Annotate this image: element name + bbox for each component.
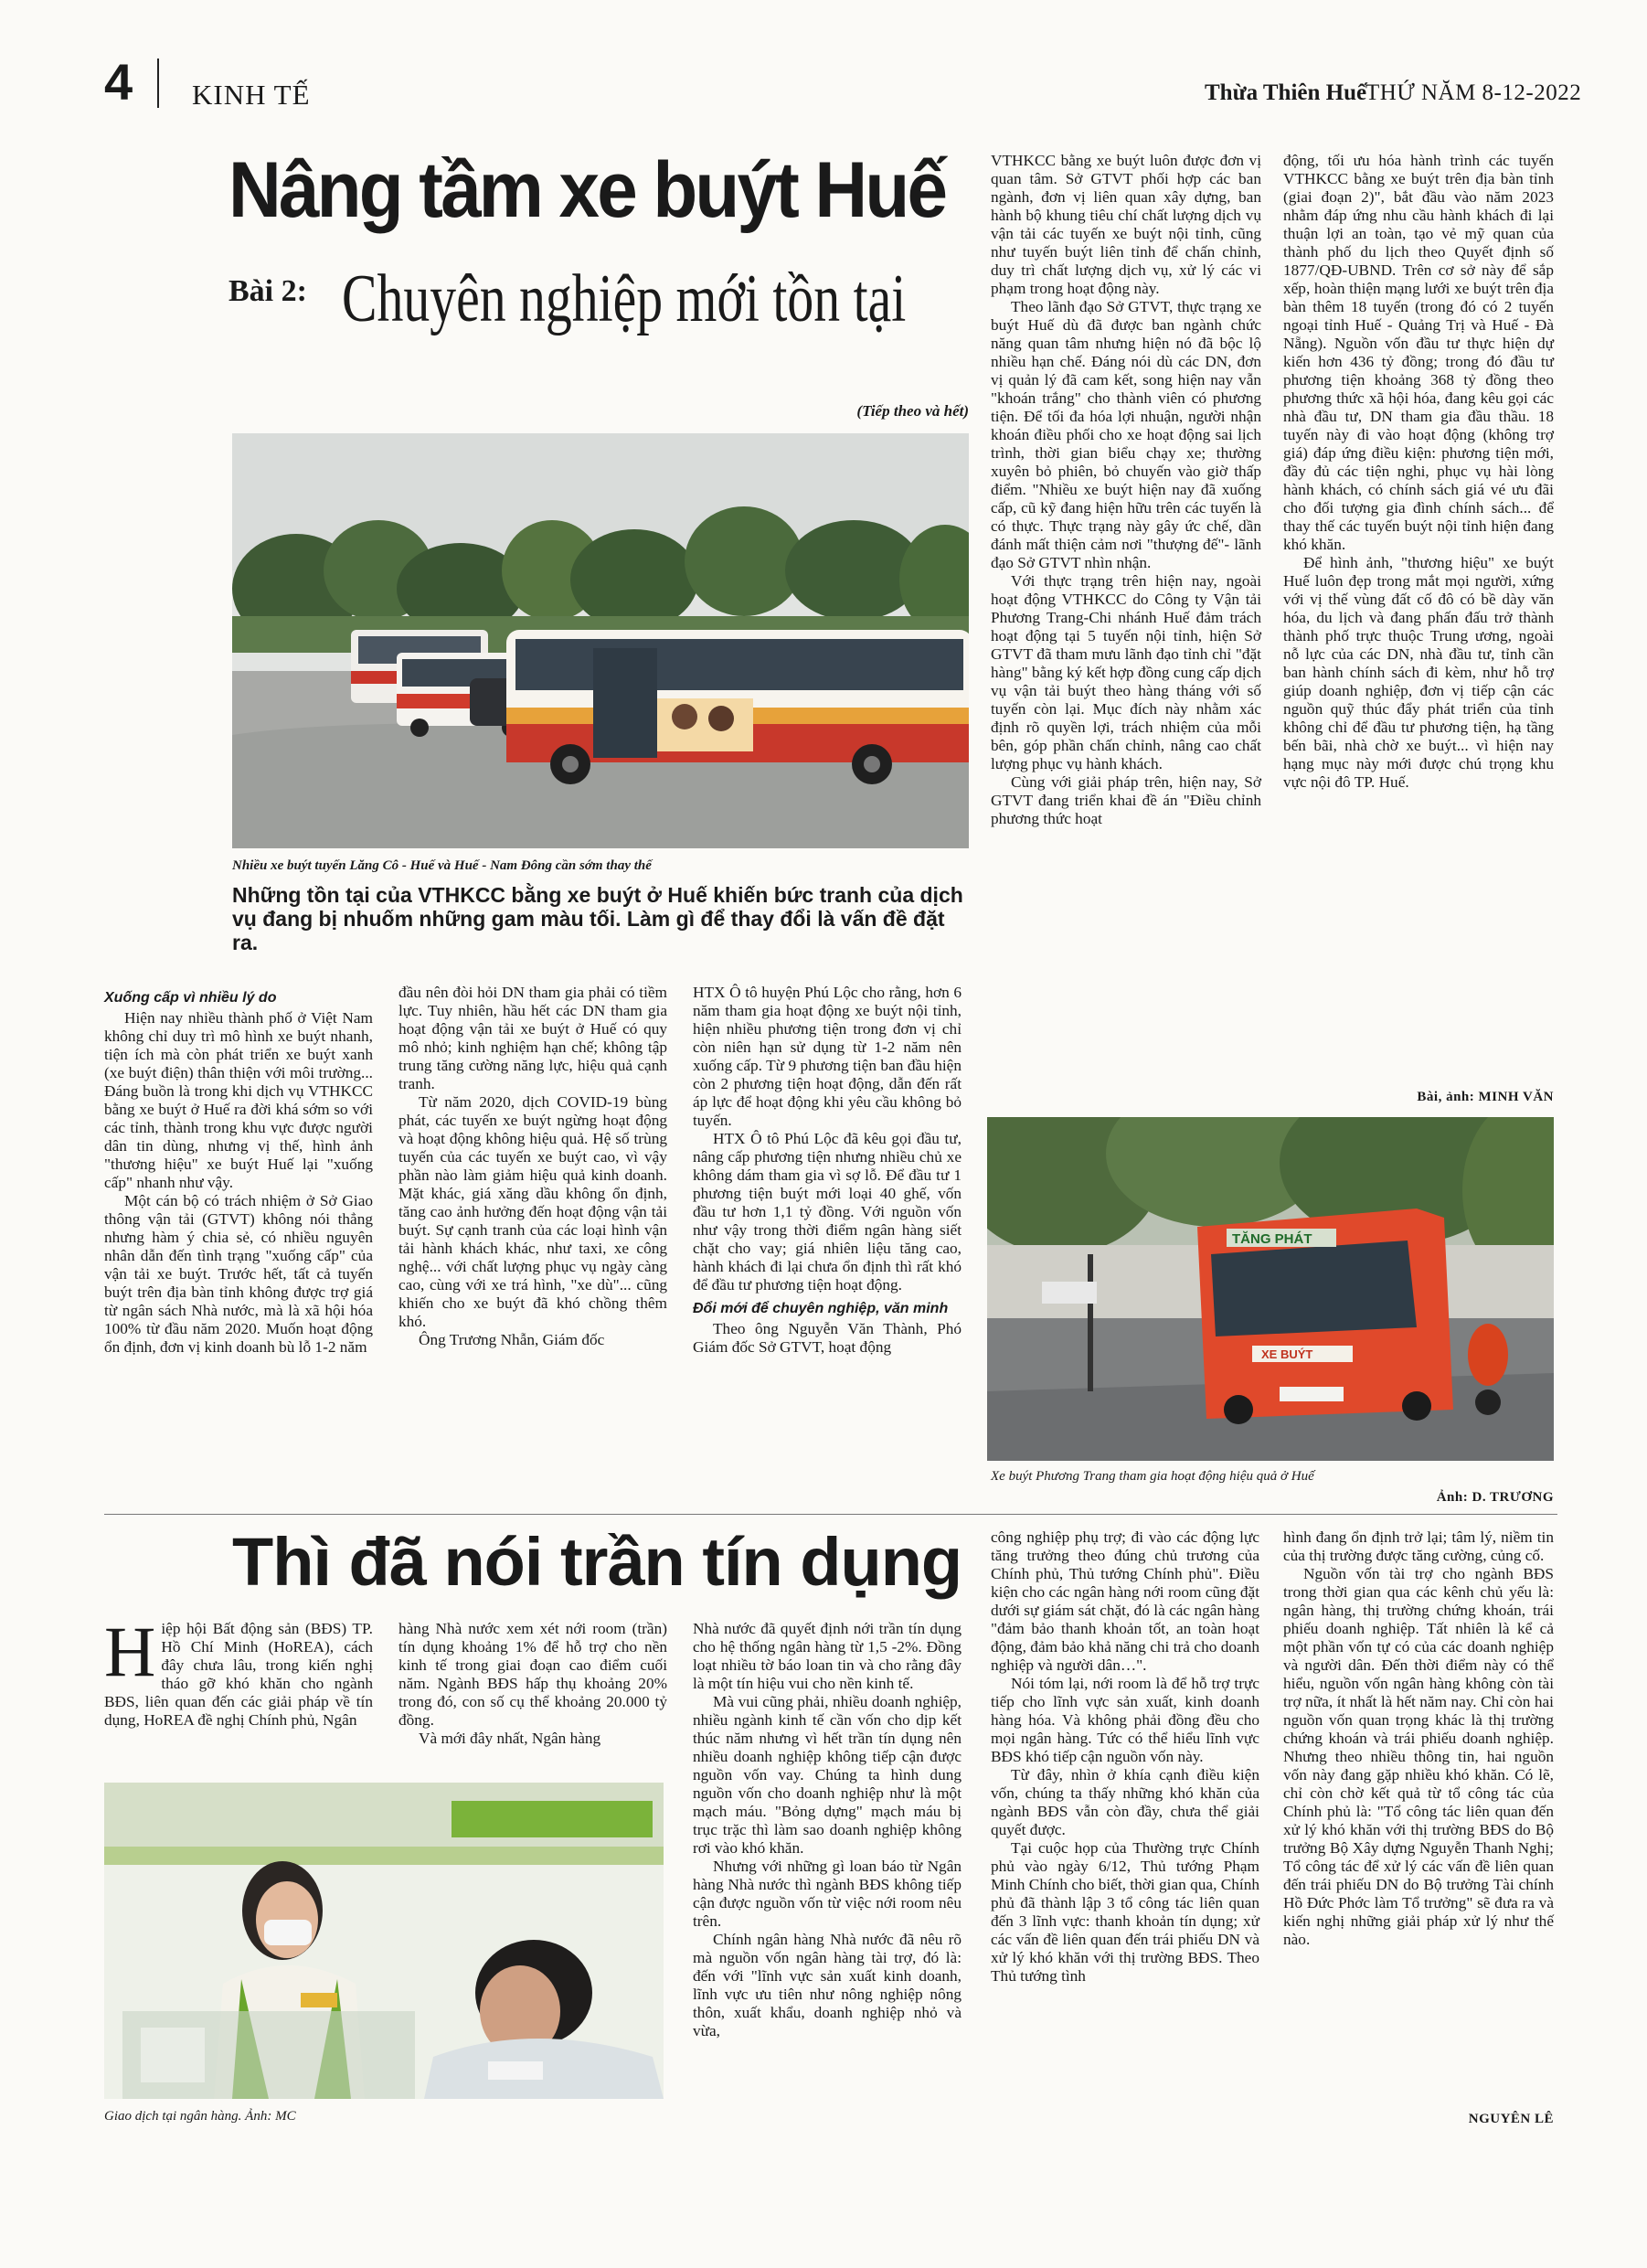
article2-column-2 (398, 1620, 667, 1748)
article2-column-1 (104, 1612, 373, 1730)
paper-name: Thừa Thiên Huế (1205, 80, 1367, 105)
article1-byline: Bài, ảnh: MINH VĂN (1417, 1090, 1554, 1104)
paragraph: Hiện nay nhiều thành phố ở Việt Nam không chỉ duy trì mô hình xe buýt nhanh, tiện ích mà còn phát triển xe buýt xanh (xe buýt điện) thân thiện với môi trường... Đáng buồn là trong khi dịch vụ VTHKCC bằng xe buýt ở Huế ra đời khá sớm so với các tỉnh, thành trong khu vực được người dân tin dùng, nhưng vị thế, hình ảnh "thương hiệu" xe buýt Huế lại "xuống cấp" nhanh như vậy. (104, 1009, 373, 1191)
paragraph: đầu nên đòi hỏi DN tham gia phải có tiềm lực. Tuy nhiên, hầu hết các DN tham gia hoạt động vận tải xe buýt ở Huế có quy mô nhỏ; kinh nghiệm hạn chế; không tập trung tăng cường năng lực, hiệu quả cạnh tranh. (398, 984, 667, 1092)
article2-column-4 (991, 1528, 1259, 1986)
paragraph: Nhưng với những gì loan báo từ Ngân hàng Nhà nước thì ngành BĐS không tiếp cận được nguồn vốn từ việc nới room nêu trên. (693, 1858, 962, 1930)
paragraph: Mà vui cũng phải, nhiều doanh nghiệp, nhiều ngành kinh tế cần vốn cho dịp kết thúc năm nhưng vì hết trần tín dụng nên nhiều doanh nghiệp không tiếp cận được nguồn vốn vay. Chúng ta hình dung nguồn vốn cho doanh nghiệp như là một mạch máu. "Bỏng dựng" mạch máu bị trục trặc thì làm sao doanh nghiệp không rơi vào khó khăn. (693, 1693, 962, 1857)
paragraph: công nghiệp phụ trợ; đi vào các động lực tăng trưởng theo đúng chủ trương của Chính phủ, Thủ tướng Chính phủ". Điều kiện cho các ngân hàng nới room cũng đặt dưới sự giám sát chặt, đó là các ngân hàng "đảm bảo thanh khoản tốt, an toàn hoạt động, đảm bảo khả năng chi trả cho doanh nghiệp và người dân…". (991, 1528, 1259, 1674)
photo2-credit: Ảnh: D. TRƯƠNG (1436, 1490, 1554, 1505)
photo3-caption: Giao dịch tại ngân hàng. Ảnh: MC (104, 2109, 296, 2124)
article1-column-1 (104, 984, 373, 1357)
article1-column-5 (1283, 152, 1554, 792)
paragraph: Và mới đây nhất, Ngân hàng (419, 1730, 601, 1747)
paragraph: VTHKCC bằng xe buýt luôn được đơn vị quan tâm. Sở GTVT phối hợp các ban ngành, đơn vị liên quan xây dựng, ban hành bộ khung tiêu chí chất lượng dịch vụ vận tải các tuyến xe buýt nội tỉnh, cũng như tuyến buýt liên tỉnh để chấn chỉnh, duy trì chất lượng dịch vụ, xử lý các vi phạm trong hoạt động này. (991, 152, 1261, 297)
paragraph: Để hình ảnh, "thương hiệu" xe buýt Huế luôn đẹp trong mắt mọi người, xứng với vị thế vùng đất cố đô có bề dày văn hóa, du lịch và đang phấn đấu trở thành thành phố trực thuộc Trung ương, ngoài nỗ lực của các DN, nhà đầu tư, tỉnh cần ban hành chính sách đi kèm, như hỗ trợ giúp doanh nghiệp, đơn vị tiếp cận các nguồn quỹ thúc đẩy phát triển của tỉnh không chỉ để đầu tư phương tiện, hạ tầng bến bãi, nhà chờ xe buýt... vì hiện nay hạng mục này mới được chú trọng khu vực nội đô TP. Huế. (1283, 554, 1554, 791)
photo-phuong-trang-bus (987, 1117, 1554, 1461)
article1-column-4 (991, 152, 1261, 828)
issue-date: THỨ NĂM 8-12-2022 (1365, 80, 1582, 105)
subhead-renewal: Đổi mới để chuyên nghiệp, văn minh (693, 1301, 949, 1316)
paragraph: HTX Ô tô huyện Phú Lộc cho rằng, hơn 6 năm tham gia hoạt động xe buýt nội tỉnh, hiện nhiều phương tiện trong đơn vị chỉ còn niên hạn sử dụng từ 1-2 năm nên xuống cấp. Từ 9 phương tiện ban đầu hiện còn 2 phương tiện hoạt động, dẫn đến rất áp lực để hoạt động khi yêu cầu không bỏ tuyến. (693, 984, 962, 1129)
paragraph: Từ đây, nhìn ở khía cạnh điều kiện vốn, chúng ta thấy những khó khăn của ngành BĐS vẫn còn đầy, chưa thể giải quyết được. (991, 1766, 1259, 1838)
paragraph: Với thực trạng trên hiện nay, ngoài hoạt động VTHKCC do Công ty Vận tải Phương Trang-Chi nhánh Huế đảm trách hoạt động tại 5 tuyến nội tỉnh, hiện Sở GTVT đã tham mưu lãnh đạo tỉnh chỉ "đặt hàng" bằng ký kết hợp đồng cung cấp dịch vụ vận tải buýt theo hàng tháng với số tuyến còn lại. Mục đích này nhằm xác định rõ quyền lợi, trách nhiệm của mỗi bên, góp phần chấn chỉnh, nâng cao chất lượng phục vụ hành khách. (991, 572, 1261, 772)
paragraph: Tại cuộc họp của Thường trực Chính phủ vào ngày 6/12, Thủ tướng Phạm Minh Chính cho biết, thời gian qua, Chính phủ đã thành lập 3 tổ công tác liên quan đến 3 lĩnh vực: thanh khoản tín dụng; xử các vấn đề liên quan đến trái phiếu DN và xử lý khó khăn với thị trường BĐS. Theo Thủ tướng tình (991, 1839, 1259, 1985)
page-number: 4 (104, 53, 133, 111)
paragraph: Nói tóm lại, nới room là để hỗ trợ trực tiếp cho lĩnh vực sản xuất, kinh doanh hàng hóa. Và không phải đồng đều cho mọi ngân hàng. Tức có thể hiểu lĩnh vực BĐS khó tiếp cận nguồn vốn này. (991, 1675, 1259, 1765)
article2-column-5 (1283, 1528, 1554, 1949)
article2-headline: Thì đã nói trần tín dụng (232, 1524, 962, 1600)
subhead-decline: Xuống cấp vì nhiều lý do (104, 990, 277, 1006)
photo-bank-transaction (104, 1783, 664, 2099)
photo1-caption: Nhiều xe buýt tuyến Lăng Cô - Huế và Huế - Nam Đông cần sớm thay thế (232, 858, 652, 873)
photo2-caption: Xe buýt Phương Trang tham gia hoạt động hiệu quả ở Huế (991, 1469, 1314, 1484)
paragraph: Chính ngân hàng Nhà nước đã nêu rõ mà nguồn vốn ngân hàng tài trợ, đó là: đến với "lĩnh vực sản xuất kinh doanh, lĩnh vực ưu tiên như nông nghiệp nông thôn, xuất khẩu, doanh nghiệp nhỏ và vừa, (693, 1931, 962, 2039)
paragraph: Một cán bộ có trách nhiệm ở Sở Giao thông vận tải (GTVT) không nói thẳng nhưng hàm ý chia sẻ, có nhiều nguyên nhân dẫn đến tình trạng "xuống cấp" của vận tải xe buýt. Trước hết, tất cả tuyến buýt trên địa bàn tỉnh không được trợ giá từ ngân sách Nhà nước, mà là xã hội hóa 100% từ đầu năm 2020. Muốn hoạt động ổn định, đơn vị kinh doanh bù lỗ 1-2 năm (104, 1192, 373, 1356)
article1-lead: Những tồn tại của VTHKCC bằng xe buýt ở Huế khiến bức tranh của dịch vụ đang bị nhuốm những gam màu tối. Làm gì để thay đổi là vấn đề đặt ra. (232, 883, 963, 954)
paragraph: HTX Ô tô Phú Lộc đã kêu gọi đầu tư, nâng cấp phương tiện nhưng nhiều chủ xe không dám tham gia vì sợ lỗ. Để đầu tư 1 phương tiện buýt mới loại 40 ghế, vốn đầu tư hơn 1,1 tỷ đồng. Với nguồn vốn như vậy trong thời điểm ngân hàng siết chặt cho vay; giá nhiên liệu tăng cao, hành khách đi lại chưa ổn định thì rất khó để đầu tư phương tiện hoạt động. (693, 1130, 962, 1294)
article1-kicker: Bài 2: (228, 274, 307, 308)
paragraph: iệp hội Bất động sản (BĐS) TP. Hồ Chí Minh (HoREA), cách đây chưa lâu, trong kiến nghị tháo gỡ khó khăn cho ngành BĐS, liên quan đến các giải pháp về tín dụng, HoREA đề nghị Chính phủ, Ngân (104, 1620, 373, 1729)
paragraph: động, tối ưu hóa hành trình các tuyến VTHKCC bằng xe buýt trên địa bàn tỉnh (giai đoạn 2)", bắt đầu vào năm 2023 nhằm đáp ứng nhu cầu hành khách đi lại thuận lợi an toàn, tạo vẻ mỹ quan của thành phố du lịch theo Quyết định số 1877/QĐ-UBND. Trên cơ sở này để sắp xếp, hoàn thiện mạng lưới xe buýt trên địa bàn thêm 18 tuyến (trong đó có 2 tuyến ngoại tỉnh Huế - Quảng Trị và Huế - Đà Nẵng). Nguồn vốn đầu tư thực hiện dự kiến hơn 436 tỷ đồng; trong đó đầu tư phương tiện khoảng 368 tỷ đồng theo phương thức xã hội hóa, đang kêu gọi các nhà đầu tư, DN tham gia đầu thầu. 18 tuyến này đi vào hoạt động (không trợ giá) đáp ứng điều kiện: phương tiện mới, đầy đủ các tiện nghi, phục vụ hài lòng hành khách, có chính sách giá vé ưu đãi cho đối tượng gia đình chính sách... để thay thế các tuyến buýt nội tỉnh hiện đang khó khăn. (1283, 152, 1554, 553)
paragraph: hàng Nhà nước xem xét nới room (trần) tín dụng khoảng 1% để hỗ trợ cho nền kinh tế trong giai đoạn cao điểm cuối năm. Ngành BĐS hấp thụ khoảng 20% trong đó, con số cụ thể khoảng 20.000 tỷ đồng. (398, 1620, 667, 1729)
paragraph: hình đang ổn định trở lại; tâm lý, niềm tin của thị trường được tăng cường, củng cố. (1283, 1528, 1554, 1564)
article1-column-2 (398, 984, 667, 1349)
paragraph: Nhà nước đã quyết định nới trần tín dụng cho hệ thống ngân hàng từ 1,5 -2%. Đồng loạt nhiều tờ báo loan tin và cho rằng đây là một tín hiệu vui cho nền kinh tế. (693, 1620, 962, 1692)
bus-front-label: XE BUÝT (1261, 1347, 1313, 1361)
article1-headline: Nâng tầm xe buýt Huế (228, 146, 946, 234)
article1-column-3 (693, 984, 962, 1357)
drop-cap: H (104, 1612, 156, 1691)
paragraph: Ông Trương Nhẫn, Giám đốc (419, 1331, 605, 1348)
photo-old-buses (232, 433, 969, 848)
paragraph: Theo lãnh đạo Sở GTVT, thực trạng xe buýt Huế dù đã được ban ngành chức năng quan tâm nhưng hiện nó đã bộc lộ nhiều hạn chế. Đáng nói dù các DN, đơn vị quản lý đã cam kết, song hiện nay vẫn "khoán trắng" cho thành viên có phương tiện. Để tối đa hóa lợi nhuận, người nhận khoán điều phối cho xe hoạt động sai lịch trình, thời gian biểu chạy xe; thường xuyên bỏ phiên, bỏ chuyến vào giờ thấp điểm. "Nhiều xe buýt hiện nay đã xuống cấp, cũ kỹ đang hiện hữu trên các tuyến là có thực. Thực trạng này gây ức chế, dần đánh mất thiện cảm nơi "thượng đế"- lãnh đạo Sở GTVT nhìn nhận. (991, 298, 1261, 571)
bus-route-sign: TĂNG PHÁT (1232, 1231, 1312, 1247)
paragraph: Nguồn vốn tài trợ cho ngành BĐS trong thời gian qua các kênh chủ yếu là: ngân hàng, thị trường chứng khoán, trái phiếu doanh nghiệp. Tất nhiên là kể cả một phần vốn tự có của các doanh nghiệp và người dân. Đến thời điểm này có thể hiểu, nguồn vốn ngân hàng không còn tài trợ nữa, ít nhất là hết năm nay. Chỉ còn hai nguồn vốn quan trọng khác là thị trường chứng khoán và trái phiếu doanh nghiệp. Nhưng theo nhiều thông tin, hai nguồn vốn này đang gặp nhiều khó khăn. Có lẽ, chỉ còn chờ kết quả từ tổ công tác của Chính phủ là: "Tổ công tác liên quan đến xử lý khó khăn với thị trường BĐS do Bộ trưởng Bộ Xây dựng Nguyễn Thanh Nghị; Tổ công tác để xử lý các vấn đề liên quan đến trái phiếu DN do Bộ trưởng Tài chính Hồ Đức Phớc làm Tổ trưởng" sẽ đưa ra và kiến nghị những giải pháp xử lý như thế nào. (1283, 1565, 1554, 1948)
paragraph: Cùng với giải pháp trên, hiện nay, Sở GTVT đang triển khai đề án "Điều chỉnh phương thức hoạt (991, 773, 1261, 827)
continued-note: (Tiếp theo và hết) (856, 402, 969, 420)
section-label: KINH TẾ (192, 79, 311, 111)
article2-column-3 (693, 1620, 962, 2040)
header-vertical-rule (157, 59, 159, 108)
paragraph: Theo ông Nguyễn Văn Thành, Phó Giám đốc Sở GTVT, hoạt động (693, 1320, 962, 1356)
article-divider (104, 1514, 1557, 1515)
article2-byline: NGUYÊN LÊ (1468, 2112, 1554, 2126)
paragraph: Từ năm 2020, dịch COVID-19 bùng phát, các tuyến xe buýt ngừng hoạt động và hoạt động không hiệu quả. Hệ số trùng tuyến của các tuyến xe buýt cao, vì vậy phần nào làm giảm hiệu quả kinh doanh. Mặt khác, giá xăng dầu không ổn định, tăng cao ảnh hưởng đến hoạt động vận tải buýt. Sự cạnh tranh của các loại hình vận tải hành khách khác, như taxi, xe công nghệ... với chất lượng phục vụ ngày càng cao, cùng với xe trá hình, "xe dù"... cũng khiến cho xe buýt đã khó chồng thêm khó. (398, 1093, 667, 1330)
article1-subheadline: Chuyên nghiệp mới tồn tại (342, 261, 907, 336)
